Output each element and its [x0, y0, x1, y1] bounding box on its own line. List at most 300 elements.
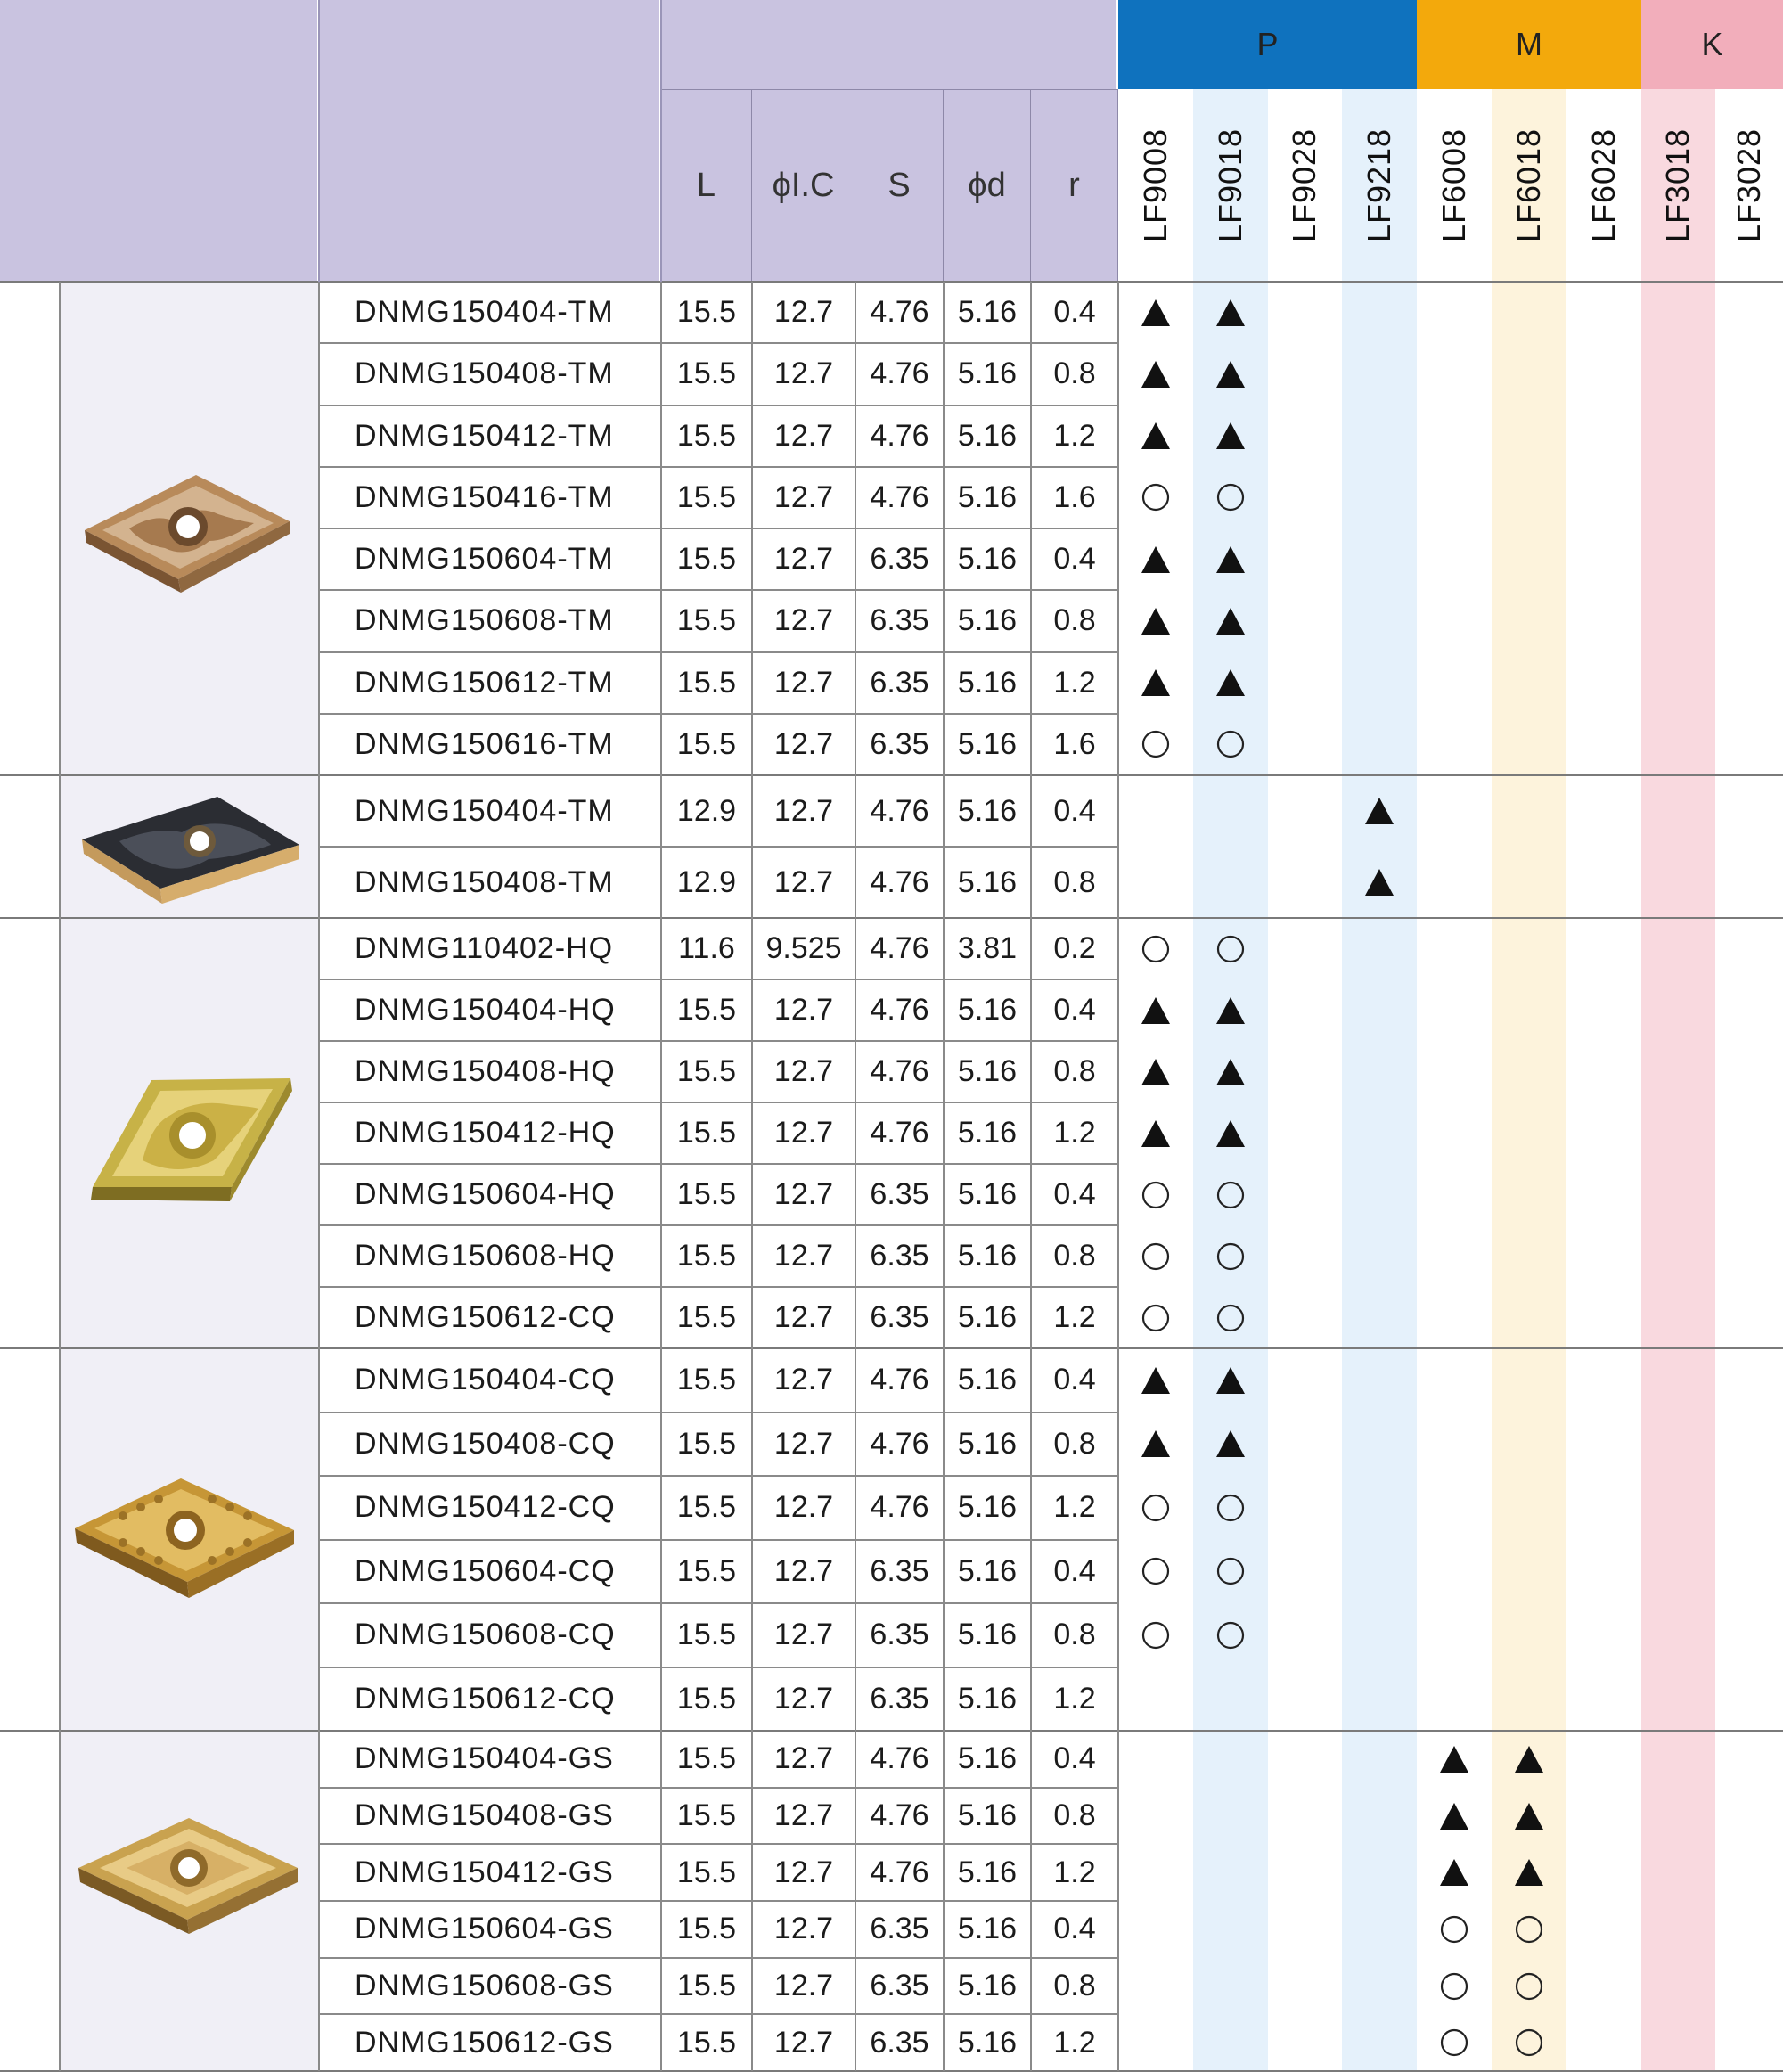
- header-dimension-group: [661, 0, 1118, 89]
- recommended-triangle-icon: [1213, 542, 1248, 577]
- table-row: [319, 2014, 1783, 2071]
- dimension-l: 12.9: [676, 793, 737, 828]
- grade-label: LF9218: [1361, 127, 1398, 243]
- table-row: [319, 1102, 1783, 1164]
- dimension-d: 5.16: [957, 2025, 1018, 2060]
- dimension-d: 5.16: [957, 993, 1018, 1027]
- dimension-ic: 12.7: [773, 726, 834, 761]
- dimension-d: 5.16: [957, 1490, 1018, 1525]
- dimension-r: 0.4: [1053, 295, 1096, 330]
- dimension-l: 15.5: [676, 1617, 737, 1652]
- header-bottom-line: [0, 281, 1783, 283]
- row-divider: [319, 342, 1118, 344]
- material-group-k: K: [1641, 0, 1783, 89]
- dimension-r: 0.8: [1053, 1968, 1096, 2002]
- dimension-ic: 12.7: [773, 1239, 834, 1273]
- recommended-triangle-icon: [1138, 1054, 1174, 1090]
- dimension-l: 15.5: [676, 1681, 737, 1716]
- table-row: [319, 847, 1783, 918]
- grade-header-lf9008: [1118, 89, 1193, 282]
- table-row: [319, 1788, 1783, 1845]
- available-circle-icon: [1138, 726, 1174, 762]
- dimension-s: 6.35: [870, 1912, 929, 1946]
- table-row: [319, 1041, 1783, 1102]
- table-row: [319, 1348, 1783, 1413]
- dimension-l: 15.5: [676, 1490, 737, 1525]
- dimension-r: 0.8: [1053, 603, 1096, 638]
- table-row: [319, 405, 1783, 467]
- table-row: [319, 1540, 1783, 1604]
- dimension-ic: 12.7: [773, 1617, 834, 1652]
- dimension-d: 5.16: [957, 1912, 1018, 1946]
- grade-label: LF3018: [1659, 127, 1697, 243]
- header-type-cell: [0, 0, 319, 282]
- dimension-d: 5.16: [957, 1177, 1018, 1211]
- dimension-s: 4.76: [870, 1363, 929, 1397]
- dimension-l: 15.5: [676, 1054, 737, 1088]
- dimension-ic: 12.7: [773, 1116, 834, 1150]
- dimension-l: 15.5: [676, 1968, 737, 2002]
- dimension-l: 15.5: [676, 1116, 737, 1150]
- dimension-ic: 12.7: [773, 1912, 834, 1946]
- row-divider: [319, 1787, 1118, 1789]
- dimension-l: 15.5: [676, 1912, 737, 1946]
- recommended-triangle-icon: [1436, 1855, 1472, 1890]
- product-code: DNMG150612-TM: [355, 665, 614, 700]
- dimension-s: 4.76: [870, 1116, 929, 1150]
- product-code: DNMG150408-CQ: [355, 1426, 616, 1461]
- row-divider: [319, 1286, 1118, 1288]
- available-circle-icon: [1213, 1177, 1248, 1213]
- row-divider: [319, 713, 1118, 715]
- column-divider: [660, 282, 662, 2071]
- dimension-r: 0.4: [1053, 1553, 1096, 1588]
- dimension-s: 6.35: [870, 1968, 929, 2002]
- dimension-s: 6.35: [870, 1617, 929, 1652]
- table-row: [319, 1164, 1783, 1225]
- available-circle-icon: [1436, 1969, 1472, 2004]
- dimension-r: 1.2: [1053, 418, 1096, 453]
- dimension-l: 15.5: [676, 542, 737, 577]
- table-row: [319, 652, 1783, 714]
- dimension-l: 15.5: [676, 665, 737, 700]
- recommended-triangle-icon: [1436, 1741, 1472, 1777]
- recommended-triangle-icon: [1213, 665, 1248, 700]
- dimension-l: 11.6: [678, 931, 735, 965]
- grade-label: LF9008: [1137, 127, 1174, 243]
- dimension-l: 15.5: [676, 1363, 737, 1397]
- recommended-triangle-icon: [1138, 1116, 1174, 1151]
- dimension-ic: 12.7: [773, 542, 834, 577]
- product-code: DNMG150408-TM: [355, 864, 614, 899]
- dimension-r: 1.6: [1053, 726, 1096, 761]
- dimension-l: 15.5: [676, 993, 737, 1027]
- dimension-s: 6.35: [870, 1177, 929, 1211]
- dimension-r: 1.2: [1053, 1116, 1096, 1150]
- dimension-r: 0.4: [1053, 1912, 1096, 1946]
- product-code: DNMG150608-GS: [355, 1968, 614, 2002]
- dimension-ic: 12.7: [773, 2025, 834, 2060]
- grade-header-lf3018: [1641, 89, 1715, 282]
- row-divider: [319, 1843, 1118, 1845]
- grade-label: LF9018: [1212, 127, 1249, 243]
- dimension-r: 0.2: [1053, 931, 1096, 965]
- table-row: [319, 918, 1783, 979]
- row-divider: [319, 2013, 1118, 2015]
- dimension-header-1: ϕI.C: [752, 89, 855, 282]
- header-divider: [660, 0, 662, 282]
- dimension-d: 5.16: [957, 418, 1018, 453]
- dimension-s: 6.35: [870, 1681, 929, 1716]
- dimension-ic: 12.7: [773, 479, 834, 514]
- dimension-d: 5.16: [957, 1300, 1018, 1334]
- product-code: DNMG150408-HQ: [355, 1054, 616, 1088]
- dimension-d: 5.16: [957, 479, 1018, 514]
- row-divider: [319, 1102, 1118, 1103]
- dimension-r: 1.2: [1053, 1681, 1096, 1716]
- recommended-triangle-icon: [1511, 1855, 1547, 1890]
- recommended-triangle-icon: [1213, 1054, 1248, 1090]
- column-divider: [1030, 282, 1032, 2071]
- product-code: DNMG150404-CQ: [355, 1363, 616, 1397]
- dimension-l: 15.5: [676, 356, 737, 391]
- dimension-l: 15.5: [676, 1177, 737, 1211]
- available-circle-icon: [1436, 1912, 1472, 1947]
- recommended-triangle-icon: [1213, 1116, 1248, 1151]
- recommended-triangle-icon: [1138, 603, 1174, 639]
- dimension-s: 4.76: [870, 1855, 929, 1889]
- row-divider: [319, 846, 1118, 848]
- product-code: DNMG150412-TM: [355, 418, 614, 453]
- recommended-triangle-icon: [1213, 356, 1248, 392]
- dimension-r: 1.2: [1053, 665, 1096, 700]
- dimension-l: 15.5: [676, 479, 737, 514]
- row-divider: [319, 405, 1118, 406]
- dimension-s: 6.35: [870, 1300, 929, 1334]
- grade-label: LF6028: [1585, 127, 1623, 243]
- available-circle-icon: [1213, 479, 1248, 515]
- dimension-s: 4.76: [870, 864, 929, 899]
- dimension-r: 1.2: [1053, 1300, 1096, 1334]
- available-circle-icon: [1138, 479, 1174, 515]
- dimension-d: 5.16: [957, 793, 1018, 828]
- grade-header-lf6018: [1492, 89, 1566, 282]
- available-circle-icon: [1213, 1617, 1248, 1653]
- dimension-ic: 12.7: [773, 1553, 834, 1588]
- table-row: [319, 1958, 1783, 2015]
- dimension-ic: 12.7: [773, 1054, 834, 1088]
- dimension-d: 5.16: [957, 603, 1018, 638]
- column-divider: [318, 282, 320, 2071]
- dimension-d: 5.16: [957, 1239, 1018, 1273]
- dimension-r: 0.4: [1053, 993, 1096, 1027]
- grade-label: LF6008: [1435, 127, 1473, 243]
- row-divider: [319, 651, 1118, 653]
- dimension-d: 5.16: [957, 1798, 1018, 1832]
- product-code: DNMG150404-GS: [355, 1741, 614, 1776]
- row-divider: [319, 1957, 1118, 1959]
- row-divider: [319, 528, 1118, 529]
- dimension-s: 4.76: [870, 418, 929, 453]
- recommended-triangle-icon: [1511, 1741, 1547, 1777]
- product-code: DNMG150412-HQ: [355, 1116, 616, 1150]
- dimension-d: 5.16: [957, 726, 1018, 761]
- table-row: [319, 1731, 1783, 1788]
- product-code: DNMG110402-HQ: [355, 931, 614, 965]
- product-code: DNMG150404-TM: [355, 793, 614, 828]
- dimension-s: 6.35: [870, 726, 929, 761]
- dimension-d: 5.16: [957, 1968, 1018, 2002]
- dimension-ic: 12.7: [773, 665, 834, 700]
- dimension-l: 15.5: [676, 1239, 737, 1273]
- dimension-d: 5.16: [957, 1617, 1018, 1652]
- insert-black-tm: [75, 786, 307, 915]
- recommended-triangle-icon: [1213, 1363, 1248, 1398]
- dimension-r: 0.4: [1053, 1177, 1096, 1211]
- dimension-r: 0.4: [1053, 1363, 1096, 1397]
- product-code: DNMG150604-GS: [355, 1912, 614, 1946]
- grade-header-lf9218: [1342, 89, 1417, 282]
- dimension-d: 5.16: [957, 542, 1018, 577]
- insert-yellow-hq: [80, 1062, 303, 1227]
- dimension-s: 4.76: [870, 356, 929, 391]
- dimension-ic: 12.7: [773, 1681, 834, 1716]
- available-circle-icon: [1436, 2025, 1472, 2060]
- product-code: DNMG150608-TM: [355, 603, 614, 638]
- dimension-l: 15.5: [676, 1553, 737, 1588]
- product-code: DNMG150412-CQ: [355, 1490, 616, 1525]
- dimension-d: 5.16: [957, 1855, 1018, 1889]
- table-row: [319, 775, 1783, 847]
- dimension-d: 5.16: [957, 1681, 1018, 1716]
- row-divider: [319, 1412, 1118, 1413]
- table-row: [319, 528, 1783, 590]
- dimension-r: 0.8: [1053, 1798, 1096, 1832]
- dimension-ic: 12.7: [773, 793, 834, 828]
- table-row: [319, 1476, 1783, 1540]
- row-divider: [319, 1040, 1118, 1042]
- column-divider: [59, 282, 61, 2071]
- dimension-r: 0.4: [1053, 542, 1096, 577]
- recommended-triangle-icon: [1138, 1363, 1174, 1398]
- available-circle-icon: [1511, 1969, 1547, 2004]
- recommended-triangle-icon: [1213, 418, 1248, 454]
- dimension-l: 15.5: [676, 295, 737, 330]
- recommended-triangle-icon: [1213, 603, 1248, 639]
- recommended-triangle-icon: [1138, 418, 1174, 454]
- grade-label: LF3028: [1730, 127, 1768, 243]
- recommended-triangle-icon: [1138, 295, 1174, 331]
- available-circle-icon: [1213, 1300, 1248, 1336]
- dimension-ic: 12.7: [773, 1490, 834, 1525]
- row-divider: [319, 1602, 1118, 1604]
- available-circle-icon: [1213, 931, 1248, 967]
- table-row: [319, 1844, 1783, 1901]
- row-divider: [319, 979, 1118, 980]
- product-code: DNMG150408-TM: [355, 356, 614, 391]
- table-row: [319, 1287, 1783, 1348]
- dimension-l: 15.5: [676, 1798, 737, 1832]
- dimension-r: 0.4: [1053, 1741, 1096, 1776]
- dimension-r: 1.6: [1053, 479, 1096, 514]
- dimension-s: 6.35: [870, 2025, 929, 2060]
- dimension-l: 15.5: [676, 1426, 737, 1461]
- dimension-s: 4.76: [870, 1741, 929, 1776]
- row-divider: [319, 1900, 1118, 1902]
- grade-header-lf6008: [1417, 89, 1492, 282]
- dimension-s: 4.76: [870, 1490, 929, 1525]
- dimension-ic: 12.7: [773, 1968, 834, 2002]
- dimension-l: 15.5: [676, 1300, 737, 1334]
- grade-header-lf9028: [1268, 89, 1342, 282]
- dimension-s: 4.76: [870, 1798, 929, 1832]
- table-row: [319, 590, 1783, 651]
- header-code-cell: [319, 0, 661, 282]
- row-divider: [319, 1224, 1118, 1226]
- dimension-ic: 12.7: [773, 1798, 834, 1832]
- column-divider: [855, 282, 856, 2071]
- available-circle-icon: [1138, 931, 1174, 967]
- dimension-header-3: ϕd: [944, 89, 1031, 282]
- row-divider: [319, 1163, 1118, 1165]
- product-code: DNMG150404-TM: [355, 295, 614, 330]
- dimension-r: 1.2: [1053, 2025, 1096, 2060]
- product-code: DNMG150604-CQ: [355, 1553, 616, 1588]
- product-code: DNMG150416-TM: [355, 479, 614, 514]
- product-code: DNMG150612-GS: [355, 2025, 614, 2060]
- available-circle-icon: [1213, 1553, 1248, 1589]
- product-code: DNMG150604-TM: [355, 542, 614, 577]
- material-group-p: P: [1118, 0, 1417, 89]
- row-divider: [319, 1475, 1118, 1477]
- recommended-triangle-icon: [1138, 993, 1174, 1028]
- dimension-d: 5.16: [957, 1363, 1018, 1397]
- dimension-s: 4.76: [870, 931, 929, 965]
- dimension-ic: 12.7: [773, 1300, 834, 1334]
- dimension-ic: 12.7: [773, 1426, 834, 1461]
- recommended-triangle-icon: [1138, 1426, 1174, 1462]
- table-row: [319, 1901, 1783, 1958]
- available-circle-icon: [1511, 2025, 1547, 2060]
- row-divider: [319, 1667, 1118, 1668]
- table-row: [319, 1667, 1783, 1732]
- dimension-r: 0.8: [1053, 1239, 1096, 1273]
- dimension-ic: 12.7: [773, 1741, 834, 1776]
- grade-label: LF6018: [1510, 127, 1548, 243]
- dimension-ic: 12.7: [773, 295, 834, 330]
- dimension-s: 4.76: [870, 295, 929, 330]
- material-group-m: M: [1417, 0, 1641, 89]
- recommended-triangle-icon: [1511, 1798, 1547, 1834]
- dimension-l: 12.9: [676, 864, 737, 899]
- dimension-ic: 12.7: [773, 356, 834, 391]
- table-row: [319, 282, 1783, 343]
- recommended-triangle-icon: [1213, 1426, 1248, 1462]
- dimension-d: 5.16: [957, 864, 1018, 899]
- dimension-ic: 12.7: [773, 864, 834, 899]
- column-divider: [751, 282, 753, 2071]
- dimension-r: 0.8: [1053, 356, 1096, 391]
- product-code: DNMG150608-HQ: [355, 1239, 616, 1273]
- grade-header-lf3028: [1715, 89, 1783, 282]
- insert-gold-gs: [73, 1809, 305, 1947]
- dimension-l: 15.5: [676, 418, 737, 453]
- product-code: DNMG150612-CQ: [355, 1300, 616, 1334]
- recommended-triangle-icon: [1138, 665, 1174, 700]
- dimension-r: 0.4: [1053, 793, 1096, 828]
- recommended-triangle-icon: [1138, 356, 1174, 392]
- dimension-s: 6.35: [870, 1553, 929, 1588]
- grade-label: LF9028: [1286, 127, 1323, 243]
- table-row: [319, 714, 1783, 775]
- row-divider: [319, 589, 1118, 591]
- insert-gold-cq: [70, 1466, 301, 1613]
- dimension-l: 15.5: [676, 2025, 737, 2060]
- dimension-s: 4.76: [870, 1426, 929, 1461]
- available-circle-icon: [1138, 1239, 1174, 1274]
- available-circle-icon: [1138, 1177, 1174, 1213]
- available-circle-icon: [1511, 1912, 1547, 1947]
- table-row: [319, 1603, 1783, 1667]
- row-divider: [319, 1539, 1118, 1541]
- grade-header-lf6028: [1566, 89, 1641, 282]
- dimension-r: 0.8: [1053, 1054, 1096, 1088]
- dimension-r: 0.8: [1053, 1426, 1096, 1461]
- dimension-header-2: S: [855, 89, 944, 282]
- dimension-l: 15.5: [676, 1855, 737, 1889]
- available-circle-icon: [1138, 1553, 1174, 1589]
- product-code: DNMG150412-GS: [355, 1855, 614, 1889]
- dimension-d: 5.16: [957, 295, 1018, 330]
- recommended-triangle-icon: [1213, 993, 1248, 1028]
- available-circle-icon: [1138, 1490, 1174, 1526]
- dimension-ic: 12.7: [773, 993, 834, 1027]
- product-code: DNMG150612-CQ: [355, 1681, 616, 1716]
- recommended-triangle-icon: [1138, 542, 1174, 577]
- dimension-s: 4.76: [870, 479, 929, 514]
- dimension-header-0: L: [661, 89, 752, 282]
- table-row: [319, 1225, 1783, 1287]
- dimension-ic: 9.525: [765, 931, 842, 965]
- dimension-header-4: r: [1031, 89, 1118, 282]
- dimension-s: 4.76: [870, 993, 929, 1027]
- table-row: [319, 343, 1783, 405]
- column-divider: [943, 282, 945, 2071]
- dimension-d: 5.16: [957, 1741, 1018, 1776]
- dimension-s: 6.35: [870, 665, 929, 700]
- dimension-ic: 12.7: [773, 1177, 834, 1211]
- product-code: DNMG150604-HQ: [355, 1177, 616, 1211]
- dimension-l: 15.5: [676, 603, 737, 638]
- dimension-d: 5.16: [957, 1116, 1018, 1150]
- dimension-ic: 12.7: [773, 418, 834, 453]
- table-row: [319, 1413, 1783, 1477]
- column-divider: [1117, 282, 1119, 2071]
- header-divider: [318, 0, 320, 282]
- dimension-d: 5.16: [957, 1553, 1018, 1588]
- dimension-d: 3.81: [957, 931, 1018, 965]
- product-code: DNMG150404-HQ: [355, 993, 616, 1027]
- recommended-triangle-icon: [1213, 295, 1248, 331]
- product-code: DNMG150408-GS: [355, 1798, 614, 1832]
- dimension-ic: 12.7: [773, 603, 834, 638]
- dimension-l: 15.5: [676, 726, 737, 761]
- dimension-r: 1.2: [1053, 1855, 1096, 1889]
- recommended-triangle-icon: [1362, 864, 1397, 900]
- product-code: DNMG150616-TM: [355, 726, 614, 761]
- grade-header-lf9018: [1193, 89, 1268, 282]
- available-circle-icon: [1213, 726, 1248, 762]
